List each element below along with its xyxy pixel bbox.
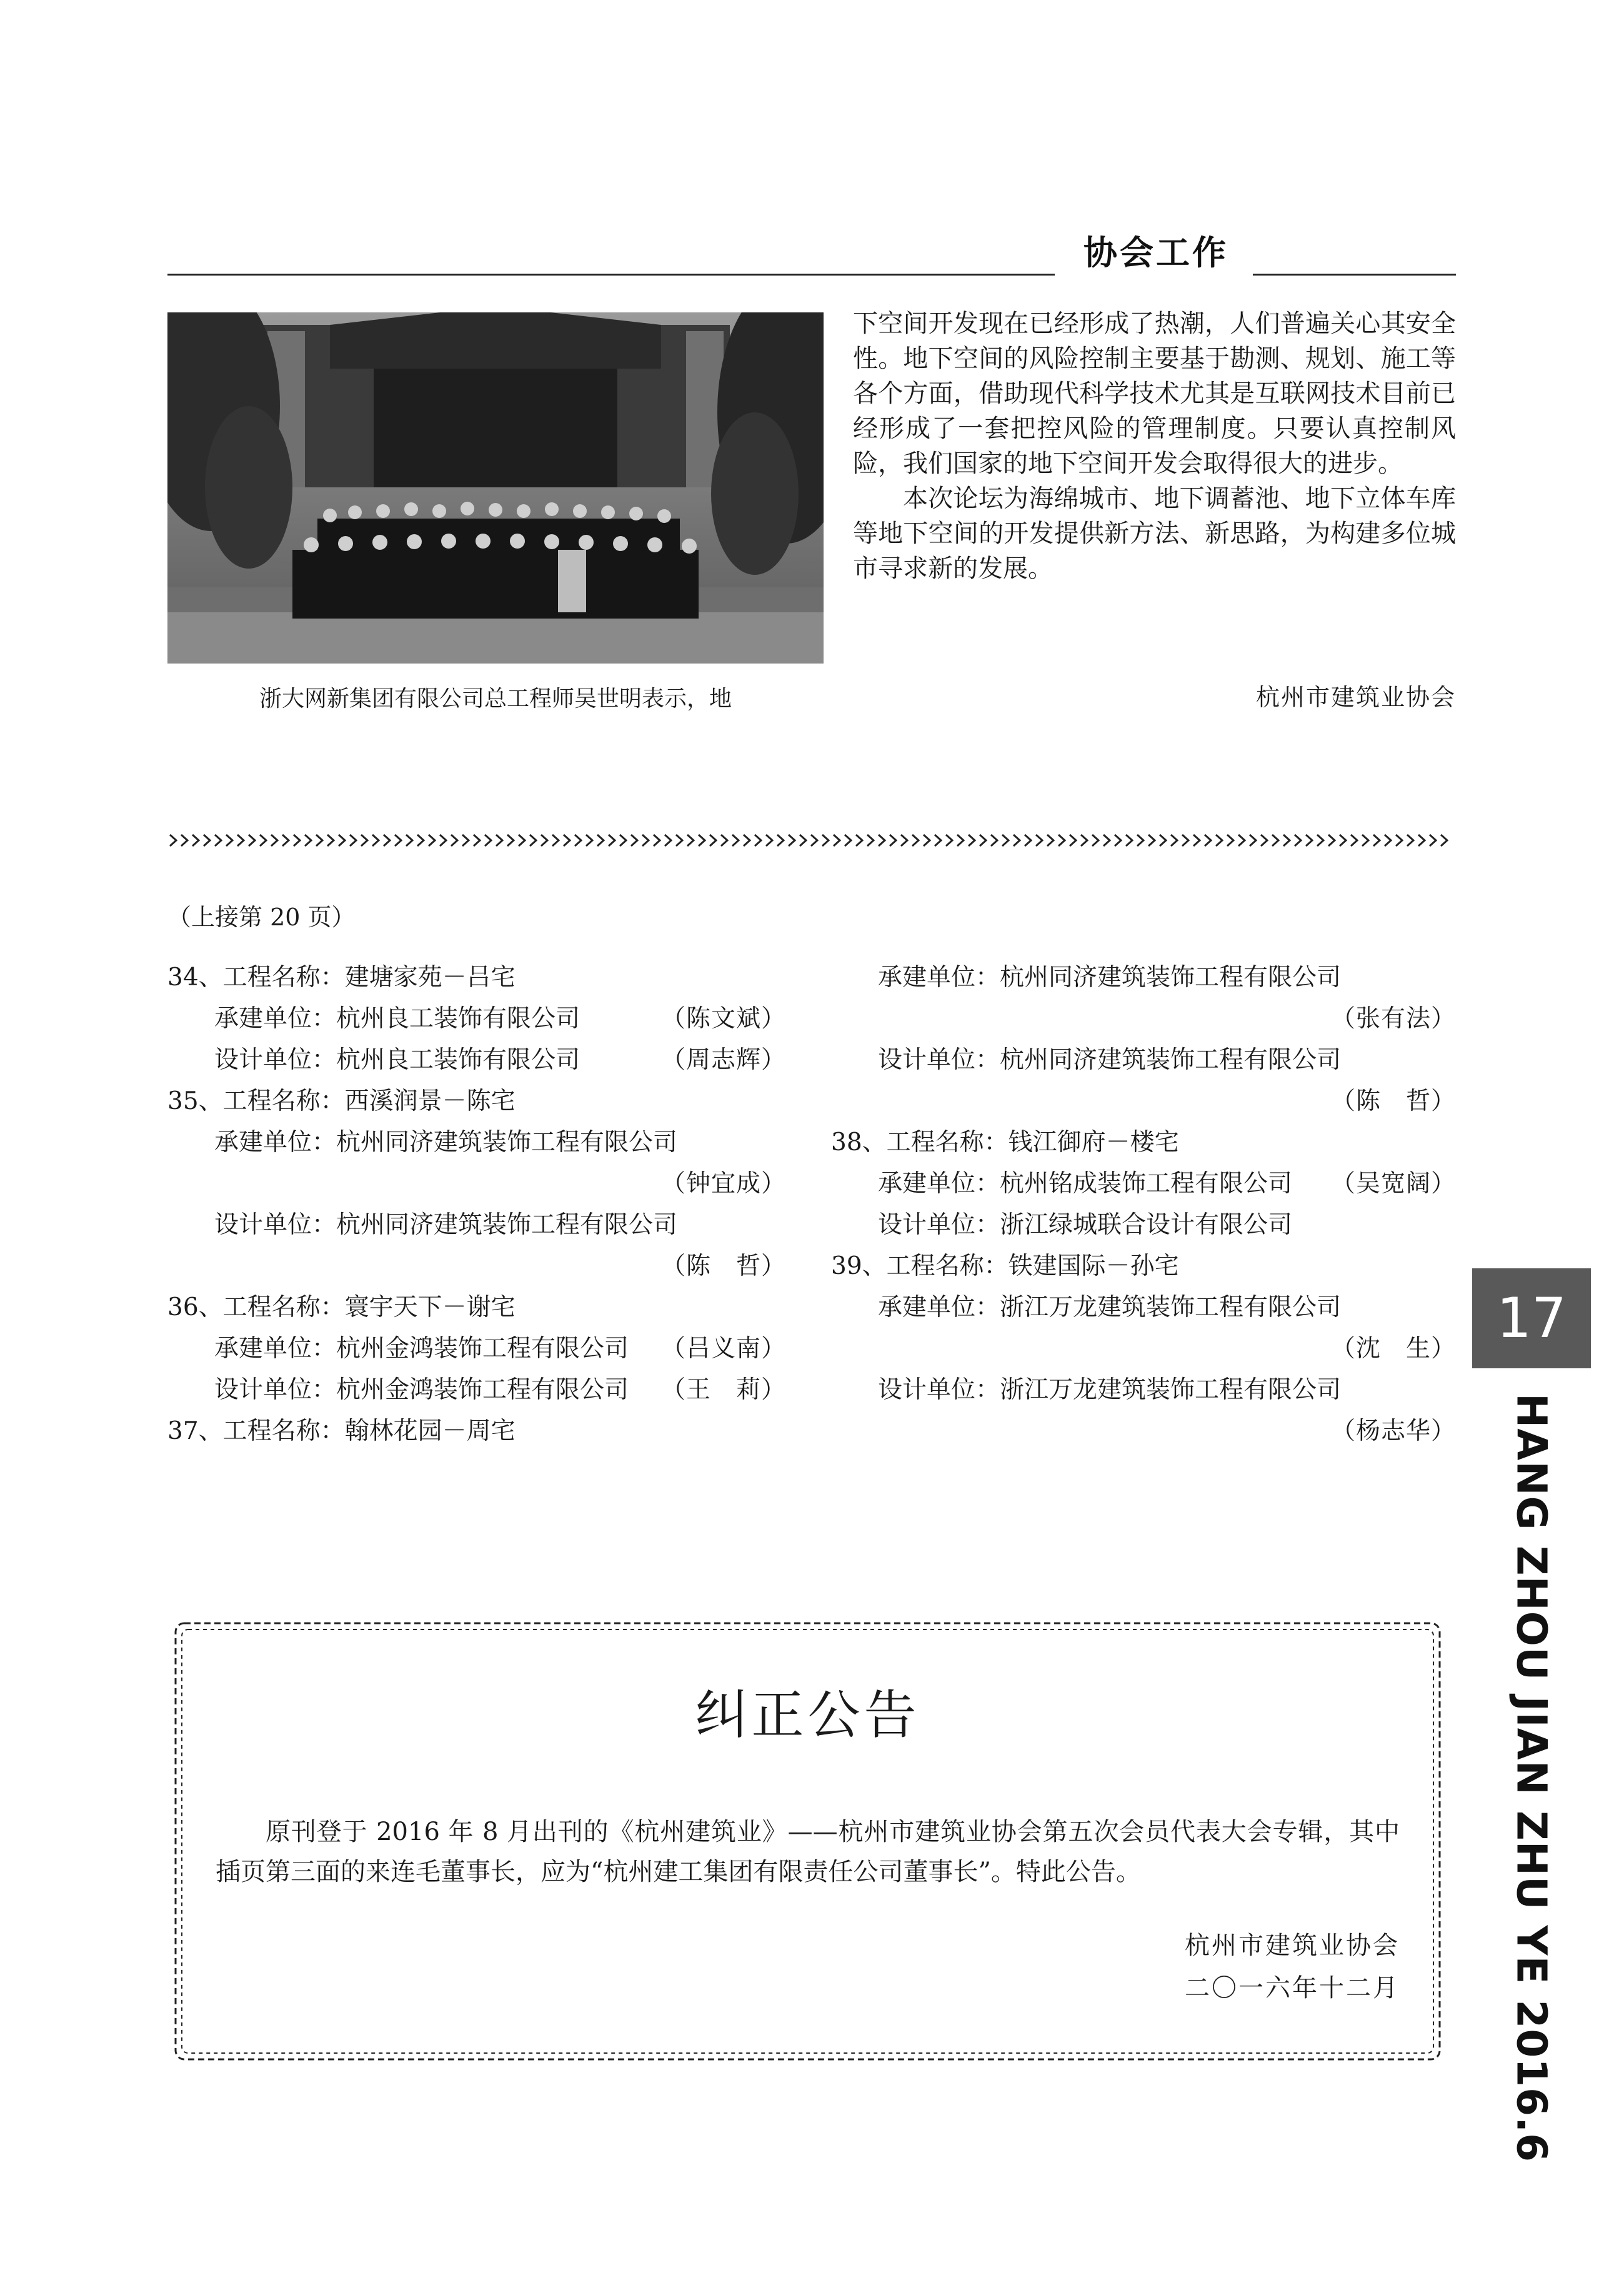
chevron-right-icon [519,835,525,846]
chevron-right-icon [496,835,502,846]
chevron-right-icon [1092,835,1098,846]
notice-sign-date: 二〇一六年十二月 [1185,1974,1400,2002]
page-number: 17 [1472,1268,1591,1368]
list-detail-row [831,1287,1456,1328]
list-detail-row [831,957,1456,998]
list-row-person: （张有法） [1330,1005,1456,1033]
chevron-right-icon [901,835,907,846]
list-detail-row [831,1040,1456,1081]
chevron-right-icon [834,835,840,846]
chevron-right-icon [991,835,997,846]
chevron-right-icon [1160,835,1166,846]
list-detail-row [831,1163,1456,1205]
chevron-right-icon [1396,835,1402,846]
list-row-text: 36、工程名称：寰宇天下－谢宅 [167,1293,516,1321]
list-detail-row [831,1411,1456,1452]
chevron-right-icon [282,835,289,846]
chevron-right-icon [395,835,401,846]
list-detail-row [167,1163,786,1205]
group-photo-image [167,312,824,664]
chevron-right-icon [1283,835,1290,846]
list-row-text: 38、工程名称：钱江御府－楼宅 [831,1128,1179,1156]
project-list-right [831,957,1456,1452]
chevron-right-icon [789,835,795,846]
list-project-row [831,1246,1456,1287]
list-detail-row [831,1205,1456,1246]
group-photo [167,312,824,664]
chevron-right-icon [1261,835,1267,846]
list-detail-row [167,1328,786,1370]
chevron-right-icon [327,835,334,846]
journal-name: HANG ZHOU JIAN ZHU YE 2016.6 [1507,1393,1556,2163]
list-detail-row [831,1370,1456,1411]
list-row-person: （周志辉） [660,1046,786,1074]
header-rule-left [167,274,1055,276]
list-detail-row [167,1122,786,1163]
list-row-person: （王 莉） [660,1376,786,1404]
chevron-right-icon [676,835,682,846]
chevron-right-icon [620,835,626,846]
photo-caption: 浙大网新集团有限公司总工程师吴世明表示，地 [259,686,732,712]
list-detail-row [167,1246,786,1287]
chevron-right-icon [1148,835,1155,846]
list-row-person: （陈 哲） [1330,1087,1456,1115]
chevron-right-icon [1171,835,1177,846]
chevron-right-icon [339,835,345,846]
chevron-right-icon [699,835,705,846]
chevron-right-icon [654,835,660,846]
chevron-right-icon [1002,835,1009,846]
list-row-person: （吕义南） [660,1335,786,1363]
list-row-text: 设计单位：杭州同济建筑装饰工程有限公司 [878,1046,1342,1074]
chevron-right-icon [721,835,727,846]
chevron-right-icon [1317,835,1323,846]
chevron-right-icon [384,835,390,846]
chevron-right-icon [552,835,559,846]
chevron-right-icon [1047,835,1054,846]
chevron-right-icon [856,835,862,846]
list-detail-row [831,1328,1456,1370]
chevron-right-icon [1070,835,1076,846]
chevron-right-icon [755,835,761,846]
chevron-right-icon [890,835,896,846]
journal-name-vertical [1472,1393,1591,2163]
chevron-right-icon [642,835,649,846]
chevron-right-icon [575,835,581,846]
chevron-right-icon [1351,835,1357,846]
chevron-right-icon [271,835,277,846]
chevron-right-icon [631,835,637,846]
chevron-right-icon [1306,835,1312,846]
list-detail-row [831,1081,1456,1122]
chevron-right-icon [1362,835,1368,846]
notice-body [216,1812,1400,1892]
header-rule-right [1253,274,1456,276]
list-detail-row [167,1040,786,1081]
chevron-right-icon [204,835,210,846]
chevron-right-icon [969,835,975,846]
chevron-right-icon [192,835,199,846]
list-row-person: （杨志华） [1330,1417,1456,1445]
chevron-right-icon [406,835,412,846]
notice-title: 纠正公告 [695,1684,920,1746]
chevron-right-icon [710,835,716,846]
chevron-right-icon [564,835,570,846]
list-row-person: （沈 生） [1330,1335,1456,1363]
chevron-right-icon [924,835,930,846]
project-list-left [167,957,786,1452]
notice-signature [1000,1924,1400,2009]
chevron-right-icon [485,835,491,846]
continued-note: （上接第 20 页） [167,903,356,931]
chevron-right-icon [1340,835,1346,846]
list-row-person: （陈 哲） [660,1252,786,1280]
chevron-right-icon [440,835,446,846]
notice-sign-org: 杭州市建筑业协会 [1185,1931,1400,1960]
chevron-right-icon [305,835,311,846]
chevron-right-icon [1103,835,1110,846]
list-project-row [167,957,786,998]
chevron-right-icon [1182,835,1188,846]
list-detail-row [831,998,1456,1040]
chevron-right-icon [474,835,480,846]
list-project-row [167,1411,786,1452]
list-row-text: 承建单位：杭州良工装饰有限公司 [214,1005,580,1033]
chevron-right-icon [1126,835,1132,846]
chevron-right-icon [1385,835,1391,846]
list-project-row [831,1122,1456,1163]
article-paragraph: 本次论坛为海绵城市、地下调蓄池、地下立体车库等地下空间的开发提供新方法、新思路，为构建多位城市寻求新的发展。 [853,484,1456,583]
chevron-right-icon [946,835,952,846]
list-row-person: （钟宜成） [660,1170,786,1198]
chevron-right-icon [1081,835,1087,846]
list-row-person: （吴宽阔） [1330,1170,1456,1198]
chevron-right-icon [350,835,356,846]
chevron-right-icon [1238,835,1245,846]
chevron-right-icon [372,835,379,846]
list-row-text: 设计单位：杭州同济建筑装饰工程有限公司 [214,1211,678,1239]
list-detail-row [167,1205,786,1246]
chevron-right-icon [1059,835,1065,846]
chevron-right-icon [732,835,739,846]
chevron-right-icon [361,835,367,846]
list-row-text: 设计单位：杭州金鸿装饰工程有限公司 [214,1376,629,1404]
chevron-right-icon [1328,835,1335,846]
arrow-divider [167,831,1456,850]
list-row-person: （陈文斌） [660,1005,786,1033]
chevron-right-icon [935,835,941,846]
chevron-right-icon [530,835,536,846]
chevron-right-icon [597,835,604,846]
chevron-right-icon [1250,835,1256,846]
list-detail-row [167,998,786,1040]
chevron-right-icon [766,835,772,846]
list-row-text: 设计单位：浙江万龙建筑装饰工程有限公司 [878,1376,1342,1404]
chevron-right-icon [181,835,187,846]
list-row-text: 34、工程名称：建塘家苑－吕宅 [167,963,516,992]
chevron-right-icon [1441,835,1447,846]
chevron-right-icon [980,835,986,846]
chevron-right-icon [294,835,300,846]
chevron-right-icon [1373,835,1380,846]
list-project-row [167,1287,786,1328]
chevron-right-icon [609,835,615,846]
chevron-right-icon [879,835,885,846]
chevron-right-icon [462,835,469,846]
chevron-right-icon [451,835,457,846]
chevron-right-icon [260,835,266,846]
chevron-right-icon [665,835,671,846]
chevron-right-icon [811,835,817,846]
chevron-right-icon [1193,835,1200,846]
chevron-right-icon [1227,835,1233,846]
article-body [853,306,1456,586]
chevron-right-icon [1014,835,1020,846]
list-row-text: 承建单位：杭州铭成装饰工程有限公司 [878,1170,1293,1198]
chevron-right-icon [316,835,322,846]
chevron-right-icon [1407,835,1413,846]
chevron-right-icon [417,835,424,846]
chevron-right-icon [249,835,255,846]
chevron-right-icon [1025,835,1031,846]
chevron-right-icon [1430,835,1436,846]
list-row-text: 承建单位：杭州金鸿装饰工程有限公司 [214,1335,629,1363]
chevron-right-icon [822,835,829,846]
chevron-right-icon [1216,835,1222,846]
list-row-text: 设计单位：杭州良工装饰有限公司 [214,1046,580,1074]
section-title: 协会工作 [1083,233,1228,272]
chevron-right-icon [215,835,221,846]
list-row-text: 承建单位：杭州同济建筑装饰工程有限公司 [878,963,1342,992]
chevron-right-icon [1036,835,1042,846]
chevron-right-icon [507,835,514,846]
chevron-right-icon [845,835,851,846]
list-detail-row [167,1370,786,1411]
chevron-right-icon [867,835,874,846]
chevron-right-icon [957,835,964,846]
article-paragraph: 下空间开发现在已经形成了热潮，人们普遍关心其安全性。地下空间的风险控制主要基于勘测、规划、施工等各个方面，借助现代科学技术尤其是互联网技术目前已经形成了一套把控风险的管理制度。只要认真控制风险，我们国家的地下空间开发会取得很大的进步。 [853,309,1456,478]
chevron-right-icon [541,835,547,846]
list-row-text: 35、工程名称：西溪润景－陈宅 [167,1087,516,1115]
chevron-right-icon [586,835,592,846]
chevron-right-icon [777,835,784,846]
list-row-text: 承建单位：浙江万龙建筑装饰工程有限公司 [878,1293,1342,1321]
chevron-right-icon [429,835,435,846]
chevron-right-icon [1295,835,1301,846]
article-signature: 杭州市建筑业协会 [1255,684,1456,711]
list-row-text: 承建单位：杭州同济建筑装饰工程有限公司 [214,1128,678,1156]
chevron-right-icon [800,835,806,846]
chevron-right-icon [170,835,176,846]
chevron-right-icon [1418,835,1425,846]
chevron-right-icon [1205,835,1211,846]
list-row-text: 39、工程名称：铁建国际－孙宅 [831,1252,1179,1280]
list-row-text: 37、工程名称：翰林花园－周宅 [167,1417,516,1445]
list-project-row [167,1081,786,1122]
chevron-right-icon [744,835,750,846]
chevron-right-icon [226,835,232,846]
chevron-right-icon [912,835,919,846]
list-row-text: 设计单位：浙江绿城联合设计有限公司 [878,1211,1293,1239]
chevron-right-icon [237,835,244,846]
chevron-right-icon [1115,835,1121,846]
chevron-right-icon [1137,835,1143,846]
chevron-right-icon [687,835,694,846]
chevron-right-icon [1272,835,1278,846]
notice-text: 原刊登于 2016 年 8 月出刊的《杭州建筑业》——杭州市建筑业协会第五次会员代表大会专辑，其中插页第三面的来连毛董事长，应为“杭州建工集团有限责任公司董事长”。特此公告。 [216,1818,1400,1886]
